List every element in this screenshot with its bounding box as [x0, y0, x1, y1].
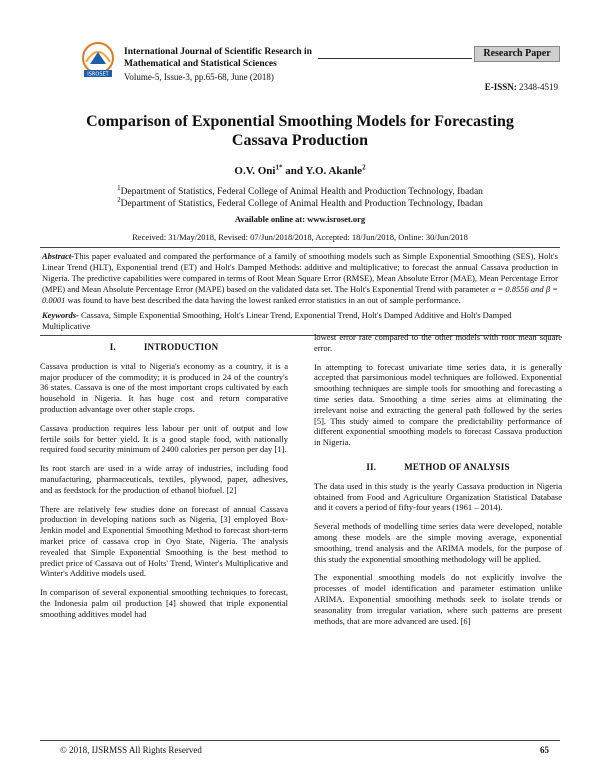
logo-text: ISROSET — [87, 71, 109, 78]
affiliation-2 — [60, 195, 540, 210]
journal-issue: Volume-5, Issue-3, pp.65-68, June (2018) — [124, 72, 274, 82]
affiliation-1-sup: 1 — [117, 183, 121, 192]
left-column — [40, 342, 288, 628]
paper-title: Comparison of Exponential Smoothing Models for Forecasting Cassava Production — [86, 113, 514, 149]
keywords-label: Keywords- — [42, 310, 79, 320]
paragraph: Its root starch are used in a wide array of industries, including food manufacturing, pharmaceuticals, textiles, plywood, paper, adhesives, and as feedstock for the production of ethanol biofuel. [2] — [40, 463, 288, 495]
paragraph: In attempting to forecast univariate time series data, it is generally accepted that parsimonious model techniques are followed. Exponential smoothing techniques are simple tools for smoothing and forecasting a time series data. Smoothing a time series aims at eliminating the irrelevant noise and extracting the general path followed by the series [5]. This study aimed to compare the predictability performance of different exponential smoothing models to forecast Cassava production in Nigeria. — [314, 361, 562, 448]
affiliation-2-sup: 2 — [117, 195, 121, 204]
author-and: and — [285, 165, 303, 177]
eissn — [485, 82, 558, 92]
eissn-label: E-ISSN: — [484, 82, 517, 92]
section-heading-method — [314, 462, 562, 473]
paragraph: Cassava production requires less labour per unit of output and low fertile soils for better yield. It is a good staple food, with nationally required food security minimum of 2400 calories per person per day [1]. — [40, 422, 288, 455]
header-rule — [318, 58, 472, 59]
affiliation-1 — [60, 183, 540, 198]
author-1-sup: 1* — [275, 163, 283, 172]
section-heading-introduction — [40, 342, 288, 353]
abstract-text-1: This paper evaluated and compared the performance of a family of smoothing models such as Simple Exponential Smoothing (SES), Holt's Linear Trend (HLT), Exponential trend (ET) and Holt's Damped Methods: additive and multiplicative; to forecast the annual Cassava production in Nigeria. The predictive capabilities were compared in terms of Root Mean Square Error (RMSE), Mean Absolute Error (MAE), Mean Percentage Error (MPE) and Mean Absolute Percentage Error (MAPE) based on the validated data set. The Holt's Exponential Trend with parameter — [42, 251, 558, 294]
keywords-text: Cassava, Simple Exponential Smoothing, Holt's Linear Trend, Exponential Trend, Holt's Damped Additive and Holt's Damped Multiplicative — [42, 310, 512, 331]
journal-title: International Journal of Scientific Research in Mathematical and Statistical Sciences — [124, 47, 312, 69]
footer-rule — [40, 740, 560, 741]
publication-dates: Received: 31/May/2018, Revised: 07/Jun/2018/2018, Accepted: 18/Jun/2018, Online: 30/Jun/2018 — [132, 232, 468, 242]
page-number: 65 — [540, 745, 549, 755]
paper-type-badge: Research Paper — [474, 46, 560, 62]
footer-copyright: © 2018, IJSRMSS All Rights Reserved — [60, 745, 202, 755]
paragraph: Cassava production is vital to Nigeria's economy as a country, it is a major producer of the commodity; it is produced in 24 of the country's 36 states. Cassava is one of the most important crops cultivated by each household in Nigeria. It has huge cost and return comparative production advantage over other staple crops. — [40, 360, 288, 414]
journal-logo — [78, 40, 118, 80]
affiliation-2-text: Department of Statistics, Federal College of Animal Health and Production Technology, Ibadan — [120, 199, 483, 209]
section-2-number: II. — [366, 461, 377, 472]
available-online: Available online at: www.isroset.org — [234, 214, 366, 224]
section-1-number: I. — [109, 342, 116, 352]
authors — [60, 165, 540, 177]
author-2: Y.O. Akanle — [305, 165, 363, 177]
author-2-sup: 2 — [362, 163, 366, 172]
paragraph: lowest error rate compared to the other models with root mean square error. — [314, 332, 562, 353]
author-1: O.V. Oni — [234, 165, 276, 177]
paragraph: Several methods of modelling time series data were developed, notable among these models are the simple moving average, exponential smoothing, trend analysis and the ARIMA models, for the purpose of this study the exponential smoothing methodology will be applied. — [314, 521, 562, 564]
section-1-title: INTRODUCTION — [143, 342, 219, 352]
affiliation-1-text: Department of Statistics, Federal College of Animal Health and Production Technology, Ibadan — [120, 187, 483, 197]
abstract — [42, 251, 558, 306]
eissn-value: 2348-4519 — [519, 82, 558, 92]
paragraph: The exponential smoothing models do not explicitly involve the processes of model identification and parameter estimation unlike ARIMA. Exponential smoothing methods seek to isolate trends or seasonality from irregular variation, where such patterns are present methods, that are more advanced are used. [6] — [314, 572, 562, 626]
right-column — [314, 332, 562, 634]
section-2-title: METHOD OF ANALYSIS — [404, 461, 510, 472]
paragraph: The data used in this study is the yearly Cassava production in Nigeria obtained from Food and Agriculture Organization Statistical Database and it covers a period of fifty-four years (1961 – 2014). — [314, 480, 562, 513]
abstract-label: Abstract- — [42, 251, 75, 261]
keywords — [42, 310, 558, 332]
abstract-top-rule — [40, 247, 560, 248]
paragraph: There are relatively few studies done on forecast of annual Cassava production in developing nations such as Nigeria, [3] employed Box-Jenkin model and Exponential Smoothing Method to forecast short-term market price of cassava crop in Oyo State, Nigeria. The analysis revealed that Simple Exponential Smoothing is the best method to predict price of Cassava out of Holts' Trend, Winter's Multiplicative and Winter's Additive models used. — [40, 503, 288, 579]
paragraph: In comparison of several exponential smoothing techniques to forecast, the Indonesia palm oil production [4] showed that triple exponential smoothing additives model had — [40, 587, 288, 619]
affiliations — [60, 183, 540, 210]
abstract-text-2: was found to have best described the data having the lowest ranked error statistics in an out of sample performance. — [67, 295, 461, 305]
abstract-math: α = 0.8556 and β = 0.0001 — [42, 284, 558, 305]
